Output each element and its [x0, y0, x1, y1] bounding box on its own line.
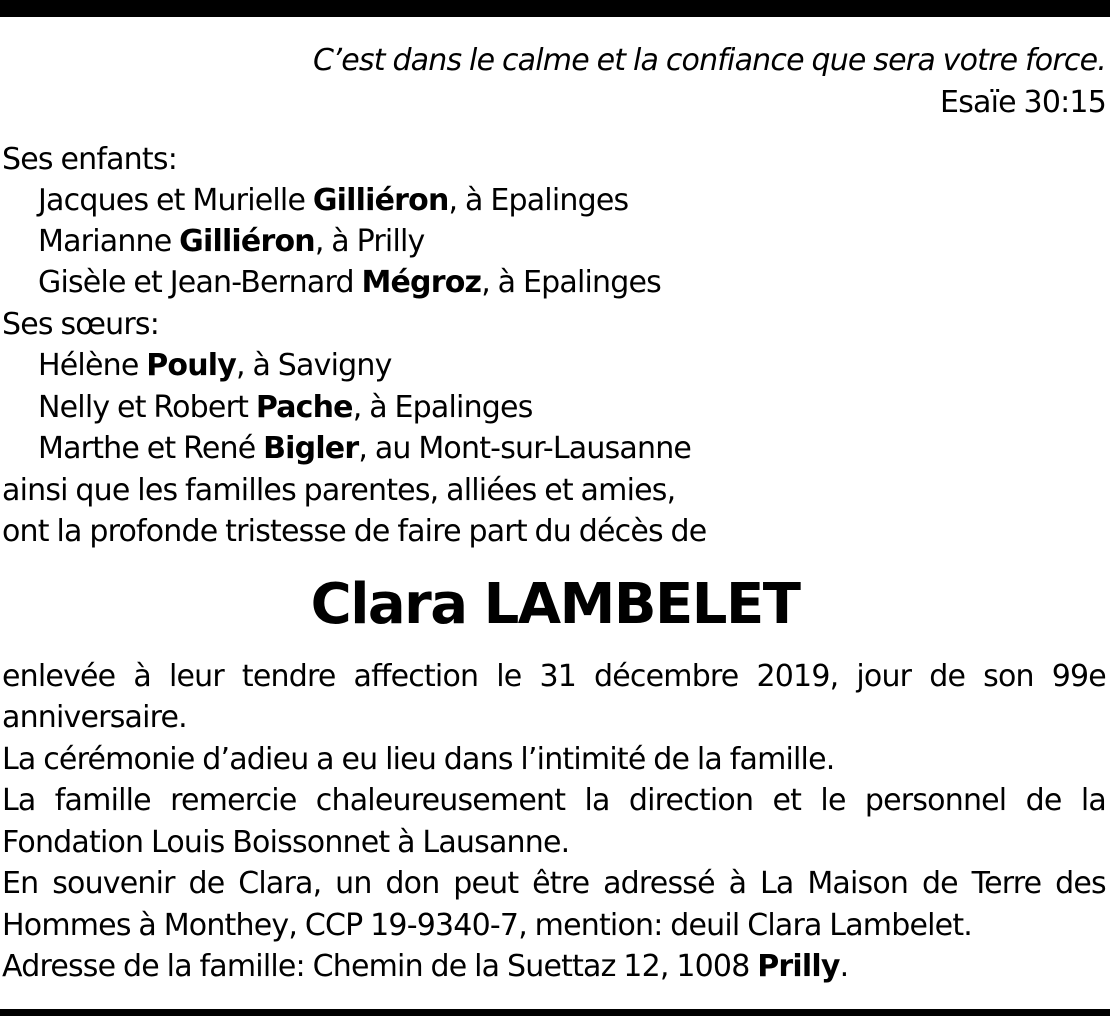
- word: et: [772, 783, 802, 818]
- sisters-heading: Ses sœurs:: [2, 307, 160, 342]
- word: la: [1080, 783, 1106, 818]
- family-member: Marianne Gilliéron, à Prilly: [38, 224, 425, 259]
- deceased-name: Clara LAMBELET: [310, 572, 800, 637]
- word: souvenir: [52, 866, 175, 901]
- address-city: Prilly: [757, 949, 840, 984]
- word: Clara,: [238, 866, 322, 901]
- bottom-rule: [0, 1009, 1110, 1016]
- family-surname: Pouly: [146, 348, 237, 383]
- word: un: [335, 866, 372, 901]
- family-member: Jacques et Murielle Gilliéron, à Epalinges: [38, 183, 629, 218]
- word: La: [760, 866, 794, 901]
- word: de: [929, 659, 966, 694]
- word: Maison: [807, 866, 909, 901]
- word: être: [532, 866, 590, 901]
- word: personnel: [864, 783, 1007, 818]
- word: chaleureusement: [315, 783, 566, 818]
- epigraph-quote: C’est dans le calme et la confiance que sera votre force.: [313, 43, 1106, 78]
- word: à: [728, 866, 747, 901]
- justified-line: [2, 783, 1106, 818]
- word: En: [2, 866, 39, 901]
- family-address: Adresse de la famille: Chemin de la Suettaz 12, 1008 Prilly.: [2, 949, 849, 984]
- family-surname: Gilliéron: [179, 224, 315, 259]
- word: don: [385, 866, 440, 901]
- word: peut: [453, 866, 519, 901]
- family-member: Gisèle et Jean-Bernard Mégroz, à Epalinges: [38, 265, 661, 300]
- word: de: [921, 866, 958, 901]
- word: son: [983, 659, 1034, 694]
- family-surname: Gilliéron: [312, 183, 449, 218]
- family-surname: Bigler: [263, 431, 359, 466]
- word: remercie: [170, 783, 297, 818]
- family-member: Nelly et Robert Pache, à Epalinges: [38, 390, 533, 425]
- justified-line: [2, 659, 1106, 694]
- word: 99e: [1051, 659, 1106, 694]
- word: leur: [168, 659, 224, 694]
- word: enlevée: [2, 659, 116, 694]
- word: Terre: [971, 866, 1042, 901]
- word: tendre: [241, 659, 336, 694]
- justified-line: [2, 866, 1106, 901]
- word: 2019,: [756, 659, 839, 694]
- word: 31: [539, 659, 577, 694]
- word: de: [1025, 783, 1062, 818]
- children-heading: Ses enfants:: [2, 142, 177, 177]
- family-member: Hélène Pouly, à Savigny: [38, 348, 392, 383]
- family-surname: Pache: [255, 390, 353, 425]
- word: le: [496, 659, 522, 694]
- announcement-line: ont la profonde tristesse de faire part du décès de: [2, 514, 707, 549]
- announcement-line: ainsi que les familles parentes, alliées et amies,: [2, 473, 676, 508]
- word: le: [820, 783, 846, 818]
- word: La: [2, 783, 36, 818]
- word: la: [584, 783, 610, 818]
- word: des: [1055, 866, 1106, 901]
- family-member: Marthe et René Bigler, au Mont-sur-Lausanne: [38, 431, 692, 466]
- word: famille: [54, 783, 151, 818]
- text-line: Fondation Louis Boissonnet à Lausanne.: [2, 825, 570, 860]
- epigraph-reference: Esaïe 30:15: [940, 85, 1106, 120]
- word: de: [188, 866, 225, 901]
- word: affection: [353, 659, 479, 694]
- text-line: La cérémonie d’adieu a eu lieu dans l’intimité de la famille.: [2, 742, 835, 777]
- top-rule: [0, 0, 1110, 17]
- word: jour: [856, 659, 912, 694]
- family-surname: Mégroz: [361, 265, 482, 300]
- text-line: anniversaire.: [2, 700, 187, 735]
- word: à: [133, 659, 151, 694]
- word: décembre: [594, 659, 739, 694]
- word: adressé: [603, 866, 715, 901]
- word: direction: [628, 783, 754, 818]
- text-line: Hommes à Monthey, CCP 19-9340-7, mention: deuil Clara Lambelet.: [2, 908, 973, 943]
